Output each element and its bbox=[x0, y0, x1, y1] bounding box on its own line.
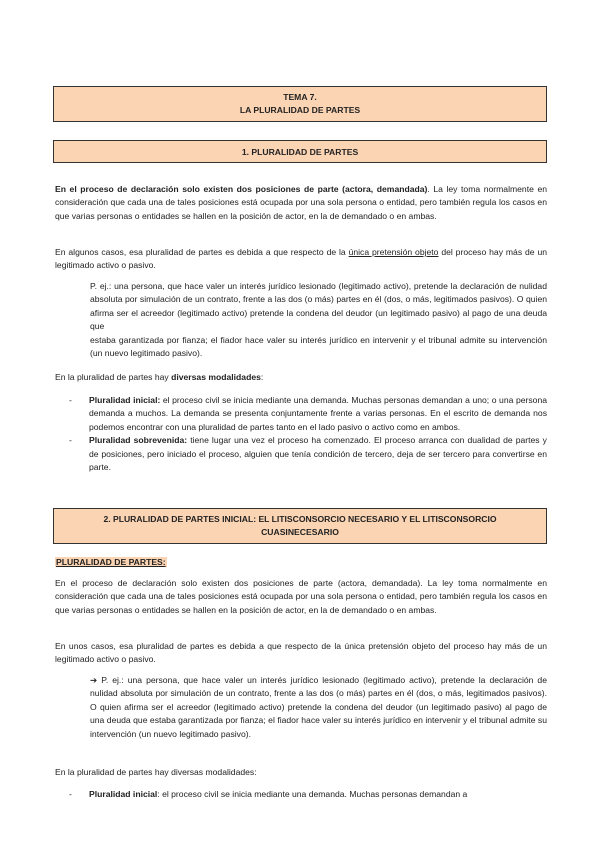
bullet-dash: - bbox=[69, 395, 72, 405]
bullet-term: Pluralidad sobrevenida: bbox=[89, 435, 188, 446]
section1-paragraph-1 bbox=[55, 183, 547, 223]
section1-example-part-a: P. ej.: una persona, que hace valer un interés jurídico lesionado (legitimado activo), pretende la declaración de nulidad absoluta por simulación de un contrato, frente a las dos (o más) partes en él (dos, o más, legitimados pasivos). O quien afirma ser el acreedor (legitimado activo) pretende la condena del deudor (un legitimado pasivo) al pago de una deuda que bbox=[90, 281, 547, 332]
section1-p2-underlined: única pretensión objeto bbox=[348, 247, 439, 257]
section2-paragraph-2: En unos casos, esa pluralidad de partes es debida a que respecto de la única pretensión objeto del proceso hay más de un legitimado activo o pasivo. bbox=[55, 641, 547, 665]
list-item bbox=[55, 788, 547, 801]
section1-p3-end: : bbox=[260, 372, 264, 382]
section2-heading bbox=[53, 508, 547, 544]
section1-p3-start: En la pluralidad de partes hay bbox=[55, 372, 172, 382]
list-item bbox=[55, 394, 547, 434]
title-box bbox=[53, 86, 547, 122]
section2-paragraph-1: En el proceso de declaración solo existen dos posiciones de parte (actora, demandada). La ley toma normalmente en consideración que cada una de tales posiciones está ocupada por una sola persona o entidad, pero también regula los casos en que varias personas o entidades se hallen en la posición de actor, en la de demandado o en ambas. bbox=[55, 578, 547, 615]
bullet-dash: - bbox=[69, 435, 72, 446]
section1-p2-start: En algunos casos, esa pluralidad de partes es debida a que respecto de la bbox=[55, 247, 349, 257]
section1-heading: 1. PLURALIDAD DE PARTES bbox=[53, 140, 547, 163]
list-item bbox=[55, 434, 547, 474]
section2-example-text: P. ej.: una persona, que hace valer un interés jurídico lesionado (legitimado activo), pretende la declaración de nulidad absoluta por simulación de un contrato, frente a las dos (o más) partes en él (dos, o más, legitimados pasivos). O quien afirma ser el acreedor (legitimado activo) pretende la condena del deudor (un legitimado pasivo) al pago de una deuda que estaba garantizada por fianza; el fiador hace valer su interés jurídico en intervenir y el tribunal admite su intervención (un nuevo legitimado pasivo). bbox=[90, 675, 547, 739]
section2-bullet-list bbox=[55, 788, 547, 801]
bullet-term: Pluralidad inicial: bbox=[89, 395, 161, 405]
bullet-term: Pluralidad inicial bbox=[89, 789, 158, 799]
section1-p2-end: del proceso hay más de un legitimado activo o pasivo. bbox=[55, 247, 547, 271]
section2-heading-line1: 2. PLURALIDAD DE PARTES INICIAL: EL LITISCONSORCIO NECESARIO Y EL LITISCONSORCIO bbox=[103, 514, 497, 524]
section1-paragraph-2 bbox=[55, 246, 547, 273]
bullet-text: el proceso civil se inicia mediante una demanda. Muchas personas demandan a uno; o una persona demanda a muchos. La demanda se presenta conjuntamente frente a varias personas. En el escrito de demanda nos podemos encontrar con una pluralidad de partes tanto en el lado pasivo o activo como en ambos. bbox=[89, 395, 547, 432]
bullet-text: : el proceso civil se inicia mediante una demanda. Muchas personas demandan a bbox=[157, 789, 468, 799]
tema-number: TEMA 7. bbox=[283, 92, 317, 102]
section2-paragraph-3: En la pluralidad de partes hay diversas modalidades: bbox=[55, 767, 257, 777]
section1-p1-bold: En el proceso de declaración solo existen dos posiciones de parte (actora, demandada) bbox=[55, 184, 428, 194]
section1-example-part-b: estaba garantizada por fianza; el fiador hace valer su interés jurídico en intervenir y el tribunal admite su intervención (un nuevo legitimado pasivo). bbox=[90, 334, 547, 359]
section1-p1-rest: . La ley toma normalmente en consideración que cada una de tales posiciones está ocupada por una sola persona o entidad, pero también regula los casos en que varias personas o entidades se hallen en la posición de actor, en la de demandado o en ambas. bbox=[55, 184, 547, 221]
section2-example bbox=[90, 674, 547, 741]
page-title: LA PLURALIDAD DE PARTES bbox=[239, 105, 361, 115]
bullet-text: tiene lugar una vez el proceso ha comenzado. El proceso arranca con dualidad de partes y de posiciones, pero iniciado el proceso, alguien que tenía condición de tercero, deja de ser tercero para convertirse en parte. bbox=[89, 435, 547, 473]
section2-heading-line2: CUASINECESARIO bbox=[261, 527, 339, 537]
section1-p3-bold: diversas modalidades bbox=[171, 372, 261, 382]
subheading-highlight: PLURALIDAD DE PARTES: bbox=[56, 557, 166, 567]
section2-subheading bbox=[55, 556, 547, 569]
section1-bullet-list bbox=[55, 394, 547, 474]
arrow-icon: ➔ bbox=[90, 675, 98, 685]
section1-example bbox=[90, 280, 547, 360]
bullet-dash: - bbox=[69, 789, 72, 799]
section1-paragraph-3 bbox=[55, 371, 547, 384]
